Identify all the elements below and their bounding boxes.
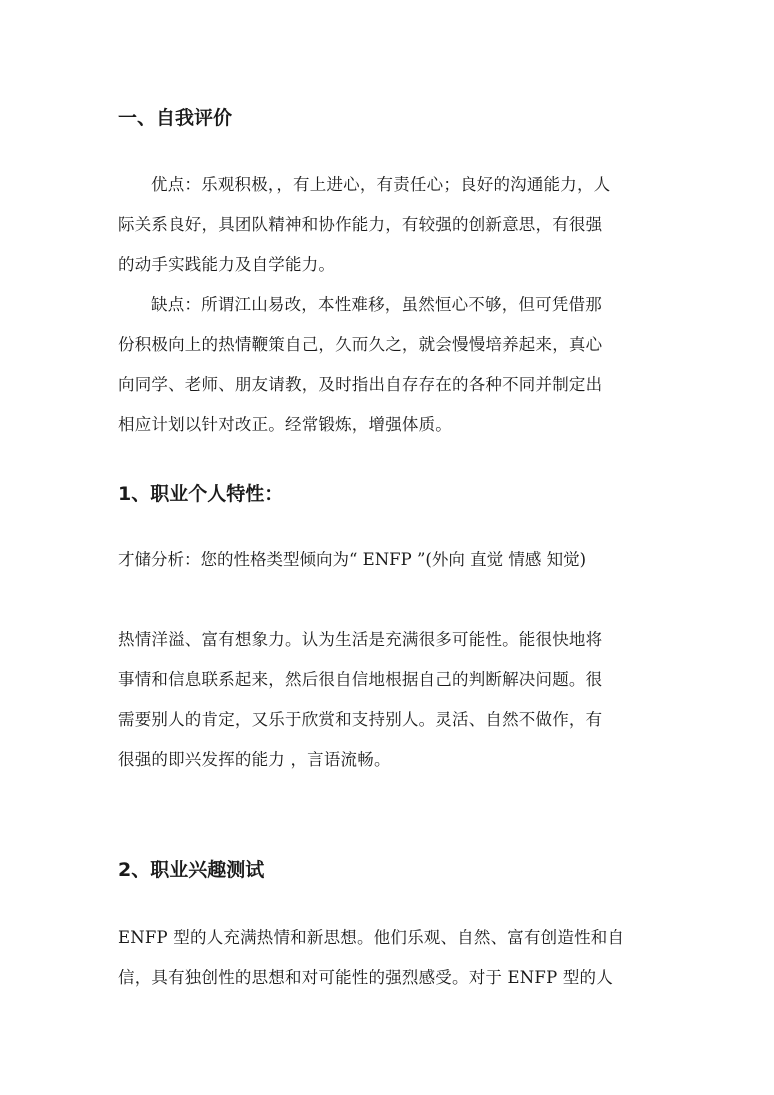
interest-description-line: ENFP 型的人充满热情和新思想。他们乐观、自然、富有创造性和自 (118, 928, 625, 947)
interest-description-line: 信，具有独创性的思想和对可能性的强烈感受。对于 ENFP 型的人 (118, 968, 613, 987)
section-heading-career-traits: 1、职业个人特性： (118, 483, 284, 505)
interest-description-paragraph (118, 918, 663, 998)
weaknesses-line: 份积极向上的热情鞭策自己，久而久之，就会慢慢培养起来，真心 (118, 335, 603, 354)
section-heading-interest-test: 2、职业兴趣测试 (118, 859, 265, 881)
strengths-paragraph (118, 165, 663, 285)
traits-description-line: 热情洋溢、富有想象力。认为生活是充满很多可能性。能很快地将 (118, 630, 603, 649)
strengths-line: 的动手实践能力及自学能力。 (118, 255, 336, 274)
traits-description-paragraph (118, 620, 663, 780)
strengths-line: 优点：乐观积极，，有上进心，有责任心；良好的沟通能力，人 (151, 175, 611, 194)
traits-description-line: 很强的即兴发挥的能力 ，言语流畅。 (118, 750, 391, 769)
section-heading-self-evaluation: 一、自我评价 (118, 107, 233, 129)
weaknesses-line: 缺点：所谓江山易改，本性难移，虽然恒心不够，但可凭借那 (151, 295, 602, 314)
weaknesses-paragraph (118, 285, 663, 445)
weaknesses-line: 相应计划以针对改正。经常锻炼，增强体质。 (118, 415, 452, 434)
strengths-line: 际关系良好，具团队精神和协作能力，有较强的创新意思，有很强 (118, 215, 603, 234)
personality-analysis-line: 才储分析：您的性格类型倾向为“ ENFP ”(外向 直觉 情感 知觉) (118, 550, 587, 569)
traits-description-line: 需要别人的肯定，又乐于欣赏和支持别人。灵活、自然不做作，有 (118, 710, 603, 729)
weaknesses-line: 向同学、老师、朋友请教，及时指出自存存在的各种不同并制定出 (118, 375, 603, 394)
traits-description-line: 事情和信息联系起来，然后很自信地根据自己的判断解决问题。很 (118, 670, 603, 689)
